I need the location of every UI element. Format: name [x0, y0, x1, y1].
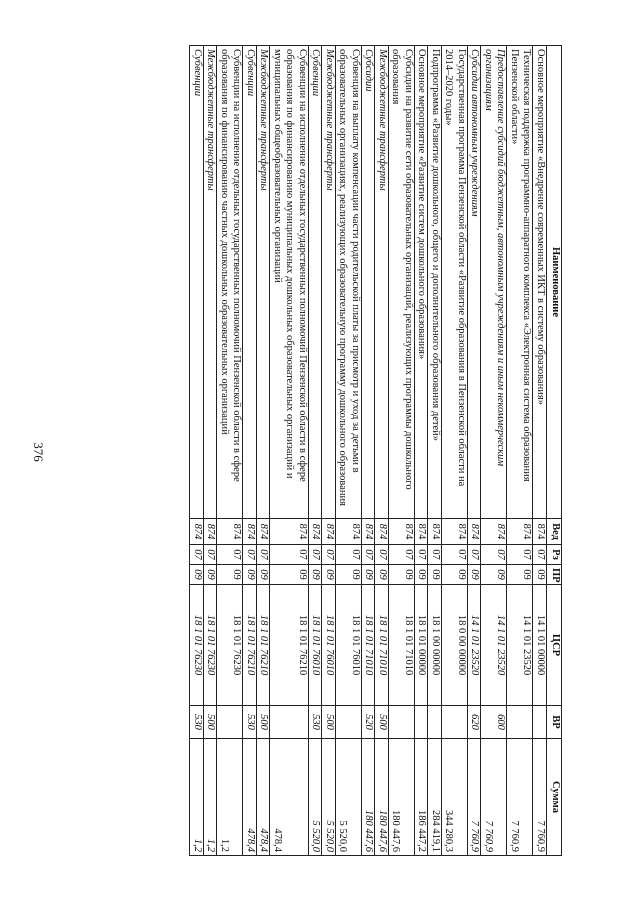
- table-row: [375, 46, 389, 856]
- cell-csr: 18 1 01 71010: [362, 585, 376, 706]
- cell-rz: 07: [468, 545, 482, 565]
- cell-ved: 874: [533, 519, 547, 545]
- cell-name: Межбюджетные трансферты: [322, 46, 336, 519]
- cell-csr: 18 0 00 00000: [442, 585, 468, 706]
- cell-sum: 478,4: [243, 739, 257, 856]
- cell-vr: 620: [468, 706, 482, 739]
- cell-rz: 07: [415, 545, 429, 565]
- cell-sum: 7 760,9: [533, 739, 547, 856]
- cell-pr: 09: [468, 565, 482, 585]
- header-name: Наименование: [547, 46, 562, 519]
- cell-name: Подпрограмма «Развитие дошкольного, общего и дополнительного образования детей»: [428, 46, 442, 519]
- cell-rz: 07: [270, 545, 309, 565]
- cell-pr: 09: [533, 565, 547, 585]
- header-csr: ЦСР: [547, 585, 562, 706]
- cell-ved: 874: [389, 519, 415, 545]
- cell-ved: 874: [217, 519, 243, 545]
- table-row: [468, 46, 482, 856]
- cell-csr: 18 1 01 71010: [389, 585, 415, 706]
- cell-csr: 18 1 00 00000: [428, 585, 442, 706]
- cell-vr: [389, 706, 415, 739]
- cell-csr: 18 1 01 76010: [322, 585, 336, 706]
- table-row: [389, 46, 415, 856]
- cell-sum: 180 447,6: [362, 739, 376, 856]
- cell-pr: 09: [442, 565, 468, 585]
- cell-sum: 5 520,0: [309, 739, 323, 856]
- cell-csr: 18 1 01 76210: [243, 585, 257, 706]
- cell-csr: 18 1 01 76230: [204, 585, 218, 706]
- cell-name: Субвенции на исполнение отдельных государственных полномочий Пензенской области в сфере образования по финансированию частных дошкольных образовательных организаций: [217, 46, 243, 519]
- budget-table-container: [92, 45, 562, 855]
- cell-name: Субвенции: [309, 46, 323, 519]
- cell-csr: 18 1 01 76010: [336, 585, 362, 706]
- cell-ved: 874: [428, 519, 442, 545]
- cell-vr: [415, 706, 429, 739]
- cell-sum: 1,2: [217, 739, 243, 856]
- cell-csr: 14 1 01 00000: [533, 585, 547, 706]
- table-row: [442, 46, 468, 856]
- table-row: [270, 46, 309, 856]
- cell-vr: 530: [309, 706, 323, 739]
- page-number: 376: [31, 442, 46, 462]
- cell-name: Техническая поддержка программно-аппаратного комплекса «Электронная система образования Пензенской области»: [507, 46, 533, 519]
- cell-name: Субвенция на выплату компенсации части родительской платы за присмотр и уход за детьми в образовательных организациях, реализующих образовательную программу дошкольного образования: [336, 46, 362, 519]
- cell-pr: 09: [481, 565, 507, 585]
- cell-sum: 1,2: [190, 739, 204, 856]
- cell-sum: 1,2: [204, 739, 218, 856]
- cell-rz: 07: [217, 545, 243, 565]
- table-row: [415, 46, 429, 856]
- cell-vr: 530: [190, 706, 204, 739]
- cell-sum: 284 419,1: [428, 739, 442, 856]
- table-row: [336, 46, 362, 856]
- cell-rz: 07: [481, 545, 507, 565]
- cell-ved: 874: [468, 519, 482, 545]
- cell-vr: 600: [481, 706, 507, 739]
- cell-vr: [442, 706, 468, 739]
- cell-ved: 874: [481, 519, 507, 545]
- cell-csr: 18 1 01 00000: [415, 585, 429, 706]
- header-ved: Вед: [547, 519, 562, 545]
- cell-ved: 874: [270, 519, 309, 545]
- cell-sum: 344 280,3: [442, 739, 468, 856]
- table-row: [243, 46, 257, 856]
- cell-rz: 07: [336, 545, 362, 565]
- cell-ved: 874: [336, 519, 362, 545]
- table-body: [190, 46, 547, 856]
- table-row: [257, 46, 271, 856]
- cell-vr: [217, 706, 243, 739]
- cell-sum: 5 520,0: [336, 739, 362, 856]
- cell-name: Субвенции на исполнение отдельных государственных полномочий Пензенской области в сфере образования по финансированию муниципальных дошкольных образовательных организаций и муниципальных общеобразовательных организаций: [270, 46, 309, 519]
- cell-pr: 09: [204, 565, 218, 585]
- cell-csr: 14 1 01 23520: [507, 585, 533, 706]
- cell-name: Субсидии: [362, 46, 376, 519]
- cell-csr: 18 1 01 76210: [257, 585, 271, 706]
- cell-sum: 180 447,6: [389, 739, 415, 856]
- cell-csr: 14 1 01 23520: [468, 585, 482, 706]
- table-row: [309, 46, 323, 856]
- cell-pr: 09: [309, 565, 323, 585]
- cell-pr: 09: [428, 565, 442, 585]
- cell-sum: 5 520,0: [322, 739, 336, 856]
- cell-name: Предоставление субсидий бюджетным, автономным учреждениям и иным некоммерческим организациям: [481, 46, 507, 519]
- cell-pr: 09: [270, 565, 309, 585]
- cell-vr: [336, 706, 362, 739]
- cell-vr: 520: [362, 706, 376, 739]
- cell-vr: 500: [375, 706, 389, 739]
- cell-rz: 07: [507, 545, 533, 565]
- cell-pr: 09: [217, 565, 243, 585]
- cell-vr: 500: [204, 706, 218, 739]
- table-row: [362, 46, 376, 856]
- cell-sum: 186 447,2: [415, 739, 429, 856]
- header-vr: ВР: [547, 706, 562, 739]
- cell-vr: [507, 706, 533, 739]
- cell-sum: 7 760,9: [507, 739, 533, 856]
- cell-ved: 874: [204, 519, 218, 545]
- cell-vr: [428, 706, 442, 739]
- cell-pr: 09: [415, 565, 429, 585]
- cell-rz: 07: [442, 545, 468, 565]
- cell-rz: 07: [204, 545, 218, 565]
- cell-sum: 7 760,9: [468, 739, 482, 856]
- cell-rz: 07: [243, 545, 257, 565]
- cell-vr: [533, 706, 547, 739]
- cell-pr: 09: [257, 565, 271, 585]
- header-rz: Рз: [547, 545, 562, 565]
- cell-rz: 07: [533, 545, 547, 565]
- cell-csr: 18 1 01 71010: [375, 585, 389, 706]
- cell-sum: 478,4: [270, 739, 309, 856]
- cell-ved: 874: [507, 519, 533, 545]
- table-header-row: [547, 46, 562, 856]
- cell-csr: 18 1 01 76230: [190, 585, 204, 706]
- cell-ved: 874: [322, 519, 336, 545]
- cell-rz: 07: [190, 545, 204, 565]
- cell-ved: 874: [257, 519, 271, 545]
- header-pr: ПР: [547, 565, 562, 585]
- cell-vr: 500: [257, 706, 271, 739]
- cell-csr: 14 1 01 23520: [481, 585, 507, 706]
- cell-rz: 07: [389, 545, 415, 565]
- cell-rz: 07: [362, 545, 376, 565]
- cell-ved: 874: [362, 519, 376, 545]
- cell-csr: 18 1 01 76230: [217, 585, 243, 706]
- table-row: [428, 46, 442, 856]
- cell-vr: 500: [322, 706, 336, 739]
- cell-ved: 874: [190, 519, 204, 545]
- cell-rz: 07: [309, 545, 323, 565]
- cell-pr: 09: [190, 565, 204, 585]
- table-row: [190, 46, 204, 856]
- table-row: [217, 46, 243, 856]
- cell-name: Субвенции: [190, 46, 204, 519]
- budget-table: [190, 45, 563, 856]
- cell-sum: 7 760,9: [481, 739, 507, 856]
- cell-vr: [270, 706, 309, 739]
- cell-name: Основное мероприятие «Внедрение современных ИКТ в систему образования»: [533, 46, 547, 519]
- cell-rz: 07: [428, 545, 442, 565]
- cell-name: Субсидии на развитие сети образовательных организаций, реализующих программы дошкольного образования: [389, 46, 415, 519]
- cell-name: Межбюджетные трансферты: [257, 46, 271, 519]
- header-sum: Сумма: [547, 739, 562, 856]
- table-row: [322, 46, 336, 856]
- cell-pr: 09: [336, 565, 362, 585]
- cell-name: Межбюджетные трансферты: [375, 46, 389, 519]
- cell-rz: 07: [257, 545, 271, 565]
- cell-pr: 09: [362, 565, 376, 585]
- cell-rz: 07: [375, 545, 389, 565]
- cell-name: Межбюджетные трансферты: [204, 46, 218, 519]
- cell-name: Государственная программа Пензенской области «Развитие образования в Пензенской области на 2014–2020 годы»: [442, 46, 468, 519]
- cell-name: Субвенции: [243, 46, 257, 519]
- cell-name: Субсидии автономным учреждениям: [468, 46, 482, 519]
- cell-ved: 874: [415, 519, 429, 545]
- cell-csr: 18 1 01 76010: [309, 585, 323, 706]
- table-row: [481, 46, 507, 856]
- cell-sum: 478,4: [257, 739, 271, 856]
- cell-pr: 09: [507, 565, 533, 585]
- cell-pr: 09: [322, 565, 336, 585]
- cell-vr: 530: [243, 706, 257, 739]
- cell-csr: 18 1 01 76210: [270, 585, 309, 706]
- cell-pr: 09: [375, 565, 389, 585]
- cell-sum: 180 447,6: [375, 739, 389, 856]
- cell-pr: 09: [389, 565, 415, 585]
- cell-ved: 874: [442, 519, 468, 545]
- table-row: [507, 46, 533, 856]
- cell-pr: 09: [243, 565, 257, 585]
- cell-ved: 874: [243, 519, 257, 545]
- cell-rz: 07: [322, 545, 336, 565]
- cell-ved: 874: [309, 519, 323, 545]
- table-row: [204, 46, 218, 856]
- cell-ved: 874: [375, 519, 389, 545]
- table-row: [533, 46, 547, 856]
- cell-name: Основное мероприятие «Развитие систем дошкольного образования»: [415, 46, 429, 519]
